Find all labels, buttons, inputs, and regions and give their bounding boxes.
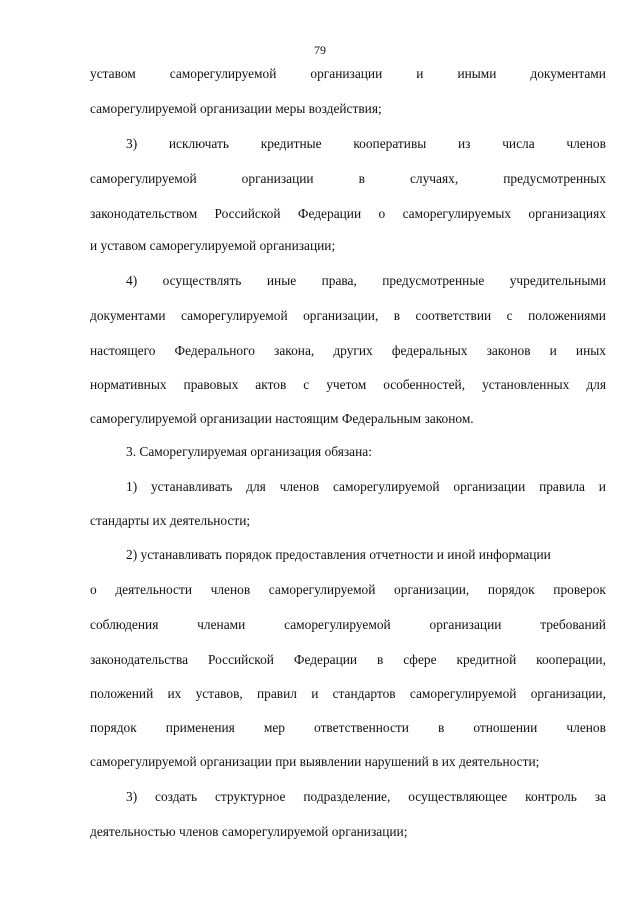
word: саморегулируемой	[332, 479, 440, 494]
word: в	[393, 308, 401, 323]
word: организации	[453, 479, 526, 494]
word: положениями	[528, 308, 606, 323]
word: учредительными	[509, 273, 606, 288]
text-line	[90, 170, 606, 188]
word: 3)	[126, 136, 138, 151]
word: устанавливать	[150, 479, 233, 494]
word: порядок	[90, 720, 137, 735]
word: осуществляющее	[408, 789, 508, 804]
word: саморегулируемой	[284, 617, 391, 632]
word: организации	[310, 66, 383, 81]
word: организации,	[530, 686, 606, 701]
word: проверок	[553, 582, 606, 597]
word: других	[333, 343, 373, 358]
word: 3)	[126, 789, 138, 804]
word: с	[506, 308, 513, 323]
word: осуществлять	[162, 273, 242, 288]
text-line	[90, 719, 606, 737]
word: иными	[457, 66, 497, 81]
word: уставов,	[195, 686, 243, 701]
word: федеральных	[391, 343, 468, 358]
word: за	[594, 789, 606, 804]
text-line	[126, 478, 606, 496]
word: случаях,	[409, 171, 459, 186]
word: Российской	[207, 652, 274, 667]
text-line	[90, 651, 606, 669]
word: 4)	[126, 273, 138, 288]
word: уставом	[90, 66, 136, 81]
text-line: стандарты их деятельности;	[90, 513, 251, 528]
word: и	[598, 479, 606, 494]
word: саморегулируемой	[409, 686, 517, 701]
word: предусмотренные	[382, 273, 485, 288]
text-line: 3. Саморегулируемая организация обязана:	[126, 444, 372, 459]
word: и	[416, 66, 424, 81]
word: саморегулируемых	[402, 206, 512, 221]
word: их	[167, 686, 182, 701]
word: установленных	[482, 377, 570, 392]
word: особенностей,	[383, 377, 466, 392]
text-line: саморегулируемой организации при выявлении нарушений в их деятельности;	[90, 754, 540, 769]
word: законодательством	[90, 206, 198, 221]
text-line	[90, 685, 606, 703]
word: иные	[266, 273, 297, 288]
word: правовых	[183, 377, 239, 392]
text-line: 2) устанавливать порядок предоставления отчетности и иной информации	[126, 547, 551, 562]
word: отношении	[473, 720, 538, 735]
word: законодательства	[90, 652, 189, 667]
word: членами	[197, 617, 246, 632]
word: сфере	[403, 652, 437, 667]
word: подразделение,	[303, 789, 391, 804]
word: в	[437, 720, 445, 735]
word: права,	[321, 273, 357, 288]
word: деятельности	[115, 582, 192, 597]
word: организации,	[303, 308, 379, 323]
text-line: саморегулируемой организации меры воздействия;	[90, 101, 382, 116]
word: соответствии	[415, 308, 492, 323]
word: предусмотренных	[503, 171, 606, 186]
text-line	[90, 307, 606, 325]
word: Федерации	[297, 206, 362, 221]
word: саморегулируемой	[169, 66, 277, 81]
word: применения	[165, 720, 235, 735]
word: порядок	[487, 582, 535, 597]
word: 1)	[126, 479, 138, 494]
word: членов	[210, 582, 251, 597]
word: членов	[566, 720, 606, 735]
word: мер	[263, 720, 285, 735]
word: организации	[429, 617, 502, 632]
word: кредитные	[260, 136, 322, 151]
word: стандартов	[332, 686, 396, 701]
word: о	[90, 582, 97, 597]
word: ответственности	[314, 720, 409, 735]
word: соблюдения	[90, 617, 159, 632]
word: документами	[530, 66, 606, 81]
word: контроль	[525, 789, 577, 804]
word: Федерального	[174, 343, 255, 358]
page-number: 79	[314, 43, 326, 57]
word: и	[311, 686, 319, 701]
word: правил	[256, 686, 297, 701]
text-line	[126, 788, 606, 806]
word: законов	[486, 343, 531, 358]
word: Российской	[214, 206, 281, 221]
word: для	[586, 377, 606, 392]
word: организации	[241, 171, 314, 186]
text-line	[126, 135, 606, 153]
word: с	[303, 377, 310, 392]
word: в	[358, 171, 365, 186]
word: документами	[90, 308, 166, 323]
word: правила	[539, 479, 585, 494]
word: кооперации,	[536, 652, 606, 667]
word: настоящего	[90, 343, 156, 358]
word: Федерации	[293, 652, 358, 667]
text-line: саморегулируемой организации настоящим Федеральным законом.	[90, 411, 474, 426]
word: саморегулируемой	[268, 582, 376, 597]
text-line	[90, 616, 606, 634]
text-line	[126, 272, 606, 290]
word: саморегулируемой	[90, 171, 197, 186]
word: исключать	[168, 136, 229, 151]
word: членов	[566, 136, 606, 151]
word: иных	[575, 343, 606, 358]
word: учетом	[326, 377, 367, 392]
text-line: и уставом саморегулируемой организации;	[90, 238, 336, 253]
word: о	[378, 206, 386, 221]
text-line	[90, 581, 606, 599]
text-line	[90, 342, 606, 360]
word: закона,	[274, 343, 315, 358]
word: членов	[279, 479, 320, 494]
word: числа	[502, 136, 535, 151]
word: в	[376, 652, 384, 667]
word: организации,	[394, 582, 470, 597]
word: организациях	[528, 206, 606, 221]
text-line	[90, 205, 606, 223]
word: актов	[255, 377, 287, 392]
text-line	[90, 65, 606, 83]
text-line	[90, 376, 606, 394]
word: нормативных	[90, 377, 167, 392]
word: кредитной	[456, 652, 517, 667]
word: создать	[155, 789, 198, 804]
word: положений	[90, 686, 154, 701]
word: из	[458, 136, 471, 151]
word: и	[549, 343, 557, 358]
word: структурное	[214, 789, 286, 804]
text-line: деятельностью членов саморегулируемой организации;	[90, 824, 408, 839]
word: требований	[540, 617, 606, 632]
word: кооперативы	[353, 136, 427, 151]
word: саморегулируемой	[180, 308, 288, 323]
word: для	[246, 479, 266, 494]
